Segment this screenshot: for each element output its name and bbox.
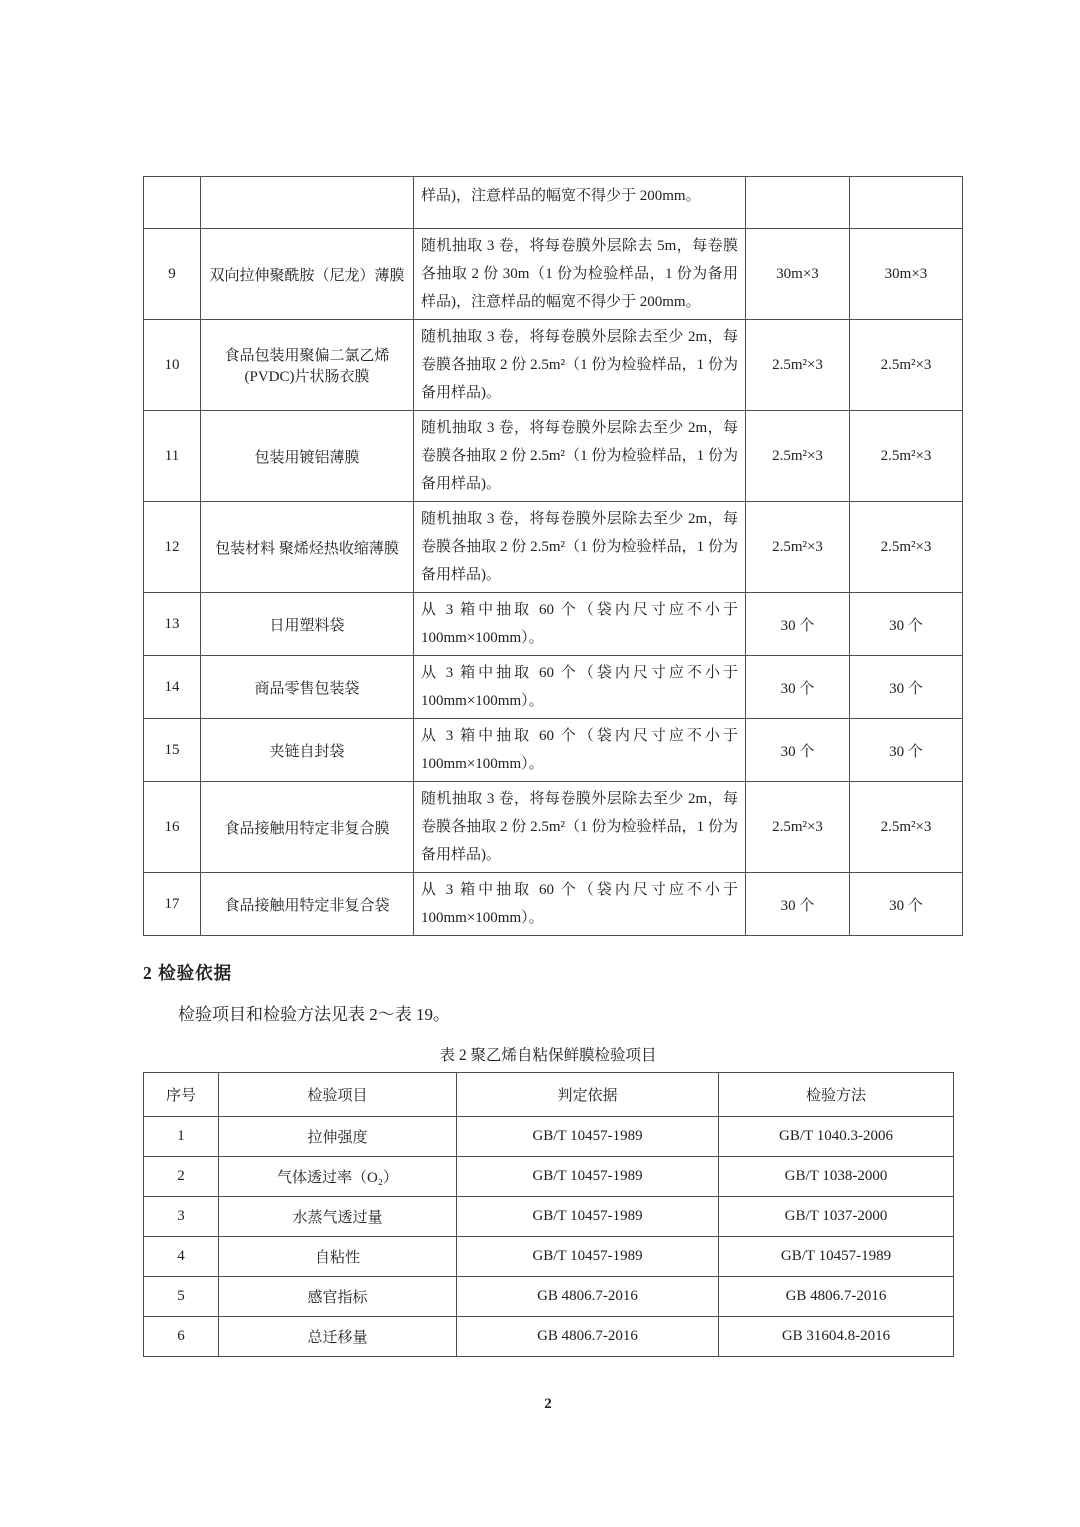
cell-backup-qty: 30 个 — [850, 719, 963, 782]
cell-method: GB 4806.7-2016 — [719, 1277, 954, 1317]
cell-method: GB 31604.8-2016 — [719, 1317, 954, 1357]
cell-method: 从 3 箱中抽取 60 个（袋内尺寸应不小于 100mm×100mm）。 — [414, 656, 746, 719]
page-number: 2 — [544, 1396, 552, 1412]
cell-backup-qty: 30m×3 — [850, 229, 963, 320]
cell-no — [144, 177, 201, 229]
cell-item: 总迁移量 — [219, 1317, 457, 1357]
cell-name: 双向拉伸聚酰胺（尼龙）薄膜 — [201, 229, 414, 320]
cell-backup-qty: 2.5m²×3 — [850, 411, 963, 502]
cell-basis: GB 4806.7-2016 — [457, 1317, 719, 1357]
cell-sample-qty: 2.5m²×3 — [746, 320, 850, 411]
inspection-items-table — [143, 1072, 954, 1357]
sampling-table — [143, 176, 963, 936]
table-row — [144, 1117, 954, 1157]
cell-sample-qty: 2.5m²×3 — [746, 782, 850, 873]
table-row — [144, 1237, 954, 1277]
cell-name: 日用塑料袋 — [201, 593, 414, 656]
cell-basis: GB/T 10457-1989 — [457, 1157, 719, 1197]
cell-sample-qty: 30m×3 — [746, 229, 850, 320]
cell-backup-qty: 30 个 — [850, 593, 963, 656]
cell-no: 2 — [144, 1157, 219, 1197]
cell-method: 样品)，注意样品的幅宽不得少于 200mm。 — [414, 177, 746, 229]
cell-sample-qty: 30 个 — [746, 873, 850, 936]
cell-method: 从 3 箱中抽取 60 个（袋内尺寸应不小于 100mm×100mm）。 — [414, 593, 746, 656]
cell-no: 13 — [144, 593, 201, 656]
cell-name: 食品接触用特定非复合膜 — [201, 782, 414, 873]
cell-no: 1 — [144, 1117, 219, 1157]
cell-backup-qty: 2.5m²×3 — [850, 502, 963, 593]
cell-backup-qty: 2.5m²×3 — [850, 782, 963, 873]
cell-sample-qty: 30 个 — [746, 593, 850, 656]
cell-basis: GB/T 10457-1989 — [457, 1197, 719, 1237]
table-row — [144, 320, 963, 411]
cell-method: GB/T 1040.3-2006 — [719, 1117, 954, 1157]
cell-no: 5 — [144, 1277, 219, 1317]
table-row — [144, 782, 963, 873]
cell-no: 15 — [144, 719, 201, 782]
cell-item: 气体透过率（O₂） — [219, 1157, 457, 1197]
cell-sample-qty: 30 个 — [746, 656, 850, 719]
cell-no: 14 — [144, 656, 201, 719]
table-row — [144, 719, 963, 782]
cell-name: 食品包装用聚偏二氯乙烯(PVDC)片状肠衣膜 — [201, 320, 414, 411]
table-row-continuation — [144, 177, 963, 229]
cell-method: 随机抽取 3 卷，将每卷膜外层除去至少 2m，每卷膜各抽取 2 份 2.5m²（1 份为检验样品，1 份为备用样品)。 — [414, 411, 746, 502]
cell-method: GB/T 10457-1989 — [719, 1237, 954, 1277]
cell-item: 自粘性 — [219, 1237, 457, 1277]
cell-method: GB/T 1037-2000 — [719, 1197, 954, 1237]
cell-name — [201, 177, 414, 229]
cell-sample-qty: 30 个 — [746, 719, 850, 782]
cell-no: 6 — [144, 1317, 219, 1357]
table-row — [144, 1317, 954, 1357]
cell-backup-qty: 30 个 — [850, 656, 963, 719]
cell-sample-qty — [746, 177, 850, 229]
table-row — [144, 411, 963, 502]
cell-item: 水蒸气透过量 — [219, 1197, 457, 1237]
table-row — [144, 1277, 954, 1317]
table-row — [144, 502, 963, 593]
cell-name: 包装用镀铝薄膜 — [201, 411, 414, 502]
cell-item: 感官指标 — [219, 1277, 457, 1317]
header-no: 序号 — [144, 1073, 219, 1117]
cell-name: 商品零售包装袋 — [201, 656, 414, 719]
table-header-row — [144, 1073, 954, 1117]
cell-no: 10 — [144, 320, 201, 411]
table-row — [144, 229, 963, 320]
header-method: 检验方法 — [719, 1073, 954, 1117]
cell-no: 11 — [144, 411, 201, 502]
cell-basis: GB/T 10457-1989 — [457, 1237, 719, 1277]
cell-method: 随机抽取 3 卷，将每卷膜外层除去至少 2m，每卷膜各抽取 2 份 2.5m²（1 份为检验样品，1 份为备用样品)。 — [414, 320, 746, 411]
cell-method: 随机抽取 3 卷，将每卷膜外层除去至少 2m，每卷膜各抽取 2 份 2.5m²（1 份为检验样品，1 份为备用样品)。 — [414, 502, 746, 593]
cell-no: 17 — [144, 873, 201, 936]
cell-method: GB/T 1038-2000 — [719, 1157, 954, 1197]
cell-backup-qty: 2.5m²×3 — [850, 320, 963, 411]
cell-no: 9 — [144, 229, 201, 320]
cell-method: 从 3 箱中抽取 60 个（袋内尺寸应不小于 100mm×100mm）。 — [414, 719, 746, 782]
cell-method: 随机抽取 3 卷，将每卷膜外层除去 5m，每卷膜各抽取 2 份 30m（1 份为检验样品，1 份为备用样品)，注意样品的幅宽不得少于 200mm。 — [414, 229, 746, 320]
cell-no: 4 — [144, 1237, 219, 1277]
cell-basis: GB/T 10457-1989 — [457, 1117, 719, 1157]
header-item: 检验项目 — [219, 1073, 457, 1117]
cell-name: 夹链自封袋 — [201, 719, 414, 782]
cell-method: 从 3 箱中抽取 60 个（袋内尺寸应不小于 100mm×100mm）。 — [414, 873, 746, 936]
cell-item: 拉伸强度 — [219, 1117, 457, 1157]
table2-caption: 表 2 聚乙烯自粘保鲜膜检验项目 — [439, 1047, 657, 1064]
header-basis: 判定依据 — [457, 1073, 719, 1117]
table-row — [144, 1197, 954, 1237]
cell-basis: GB 4806.7-2016 — [457, 1277, 719, 1317]
table-row — [144, 656, 963, 719]
cell-no: 3 — [144, 1197, 219, 1237]
table-row — [144, 873, 963, 936]
table-row — [144, 593, 963, 656]
cell-method: 随机抽取 3 卷，将每卷膜外层除去至少 2m，每卷膜各抽取 2 份 2.5m²（1 份为检验样品，1 份为备用样品)。 — [414, 782, 746, 873]
cell-name: 包装材料 聚烯烃热收缩薄膜 — [201, 502, 414, 593]
table-row — [144, 1157, 954, 1197]
cell-sample-qty: 2.5m²×3 — [746, 411, 850, 502]
cell-no: 12 — [144, 502, 201, 593]
section-intro-text: 检验项目和检验方法见表 2～表 19。 — [178, 1005, 450, 1024]
cell-name: 食品接触用特定非复合袋 — [201, 873, 414, 936]
cell-backup-qty — [850, 177, 963, 229]
section-heading: 2 检验依据 — [143, 963, 233, 983]
cell-backup-qty: 30 个 — [850, 873, 963, 936]
cell-no: 16 — [144, 782, 201, 873]
cell-sample-qty: 2.5m²×3 — [746, 502, 850, 593]
